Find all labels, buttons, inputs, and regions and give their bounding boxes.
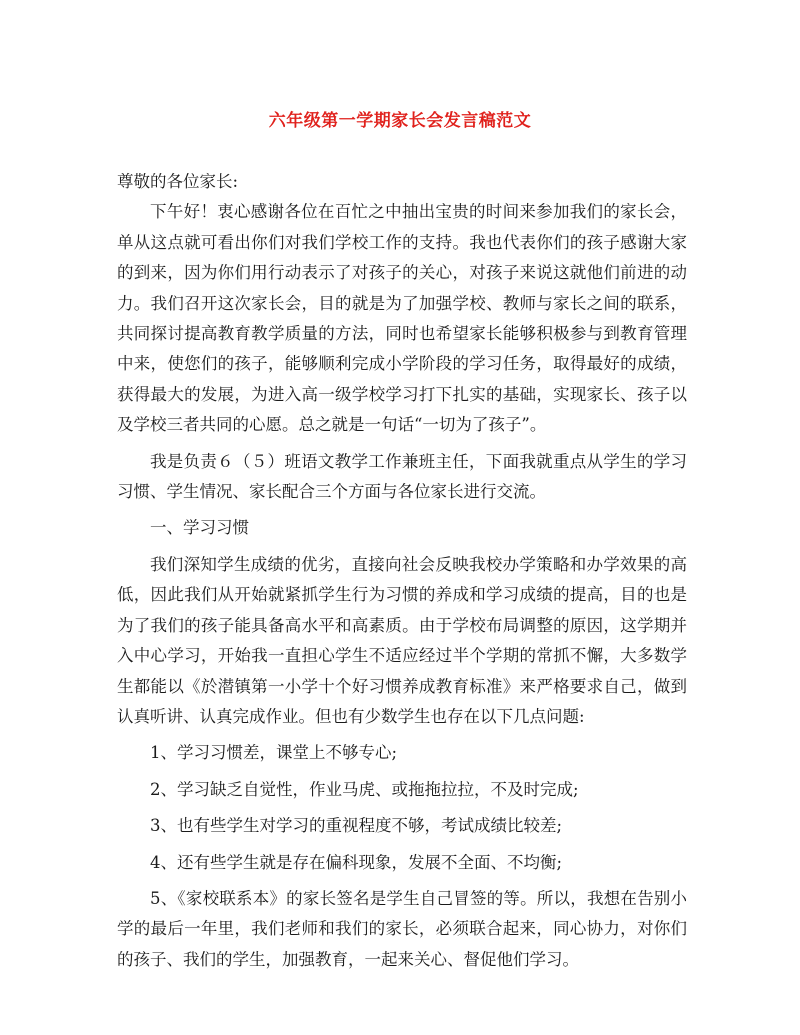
section-heading-study-habits: 一、学习习惯 — [150, 518, 249, 538]
problem-item-4: 4、还有些学生就是存在偏科现象，发展不全面、不均衡; — [150, 852, 563, 872]
salutation: 尊敬的各位家长: — [117, 172, 239, 191]
problem-item-5: 5、《家校联系本》的家长签名是学生自己冒签的等。所以，我想在告别小学的最后一年里，我们老师和我们的家长，必须联合起来，同心协力，对你们的孩子、我们的学生，加强教育，一起来关心、督促他们学习。 — [117, 888, 687, 969]
problem-item-3: 3、也有些学生对学习的重视程度不够，考试成绩比较差; — [150, 816, 563, 836]
paragraph-study-habits: 我们深知学生成绩的优劣，直接向社会反映我校办学策略和办学效果的高低，因此我们从开始就紧抓学生行为习惯的养成和学习成绩的提高，目的也是为了我们的孩子能具备高水平和高素质。由于学校布局调整的原因，这学期并入中心学习，开始我一直担心学生不适应经过半个学期的常抓不懈，大多数学生都能以《於潜镇第一小学十个好习惯养成教育标准》来严格要求自己，做到认真听讲、认真完成作业。但也有少数学生也存在以下几点问题: — [117, 554, 687, 726]
document-body — [117, 167, 687, 975]
paragraph-intro: 下午好！衷心感谢各位在百忙之中抽出宝贵的时间来参加我们的家长会，单从这点就可看出你们对我们学校工作的支持。我也代表你们的孩子感谢大家的到来，因为你们用行动表示了对孩子的关心，对孩子来说这就他们前进的动力。我们召开这次家长会，目的就是为了加强学校、教师与家长之间的联系，共同探讨提高教育教学质量的方法，同时也希望家长能够积极参与到教育管理中来，使您们的孩子，能够顺利完成小学阶段的学习任务，取得最好的成绩，获得最大的发展，为进入高一级学校学习打下扎实的基础，实现家长、孩子以及学校三者共同的心愿。总之就是一句话“一切为了孩子”。 — [117, 202, 687, 435]
problem-item-1: 1、学习习惯差，课堂上不够专心; — [150, 743, 398, 763]
problem-item-2: 2、学习缺乏自觉性，作业马虎、或拖拖拉拉，不及时完成; — [150, 779, 579, 799]
document-title: 六年级第一学期家长会发言稿范文 — [268, 111, 532, 131]
paragraph-class-info: 我是负责６（５）班语文教学工作兼班主任，下面我就重点从学生的学习习惯、学生情况、家长配合三个方面与各位家长进行交流。 — [117, 451, 687, 502]
